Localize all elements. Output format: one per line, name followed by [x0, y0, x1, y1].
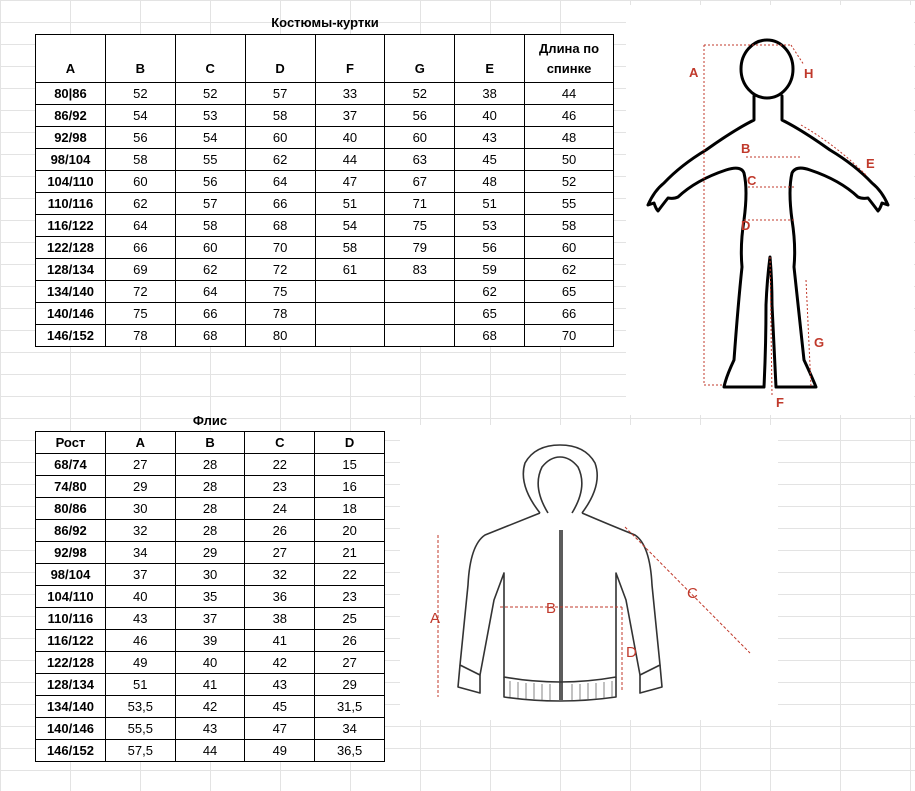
value-cell: 53,5	[105, 696, 175, 718]
value-cell: 27	[315, 652, 385, 674]
column-header: F	[315, 35, 385, 83]
table1-title: Костюмы-куртки	[271, 15, 379, 30]
size-cell: 92/98	[36, 127, 106, 149]
value-cell: 60	[525, 237, 614, 259]
value-cell: 23	[245, 476, 315, 498]
size-cell: 122/128	[36, 237, 106, 259]
value-cell: 60	[105, 171, 175, 193]
value-cell: 24	[245, 498, 315, 520]
table-row	[36, 608, 385, 630]
value-cell: 46	[525, 105, 614, 127]
jacket-label-A: A	[430, 610, 441, 627]
size-cell: 128/134	[36, 674, 106, 696]
table-row	[36, 281, 614, 303]
value-cell: 53	[175, 105, 245, 127]
size-cell: 104/110	[36, 171, 106, 193]
value-cell: 70	[245, 237, 315, 259]
table-row	[36, 454, 385, 476]
value-cell: 64	[105, 215, 175, 237]
value-cell: 62	[245, 149, 315, 171]
value-cell: 43	[245, 674, 315, 696]
size-cell: 140/146	[36, 718, 106, 740]
value-cell: 22	[245, 454, 315, 476]
column-header: A	[36, 35, 106, 83]
value-cell: 42	[175, 696, 245, 718]
value-cell: 64	[175, 281, 245, 303]
size-table-fleece	[35, 431, 385, 762]
value-cell: 22	[315, 564, 385, 586]
value-cell: 40	[105, 586, 175, 608]
value-cell: 75	[105, 303, 175, 325]
value-cell: 66	[245, 193, 315, 215]
table-row	[36, 149, 614, 171]
size-cell: 116/122	[36, 630, 106, 652]
value-cell: 78	[245, 303, 315, 325]
value-cell: 29	[105, 476, 175, 498]
table-row	[36, 83, 614, 105]
size-cell: 128/134	[36, 259, 106, 281]
value-cell: 78	[105, 325, 175, 347]
value-cell: 49	[105, 652, 175, 674]
value-cell: 65	[455, 303, 525, 325]
column-header: B	[175, 432, 245, 454]
value-cell: 34	[105, 542, 175, 564]
value-cell: 54	[315, 215, 385, 237]
value-cell: 52	[105, 83, 175, 105]
value-cell: 20	[315, 520, 385, 542]
size-cell: 110/116	[36, 608, 106, 630]
jacket-label-C: C	[687, 585, 698, 602]
value-cell: 58	[105, 149, 175, 171]
value-cell: 56	[455, 237, 525, 259]
size-cell: 86/92	[36, 105, 106, 127]
value-cell: 50	[525, 149, 614, 171]
value-cell: 62	[105, 193, 175, 215]
value-cell: 54	[175, 127, 245, 149]
value-cell	[385, 303, 455, 325]
value-cell: 15	[315, 454, 385, 476]
value-cell: 37	[315, 105, 385, 127]
value-cell: 56	[385, 105, 455, 127]
value-cell: 65	[525, 281, 614, 303]
value-cell: 58	[315, 237, 385, 259]
table-row	[36, 674, 385, 696]
value-cell: 57,5	[105, 740, 175, 762]
size-cell: 98/104	[36, 149, 106, 171]
value-cell: 28	[175, 520, 245, 542]
value-cell: 32	[245, 564, 315, 586]
table-row	[36, 127, 614, 149]
value-cell: 37	[175, 608, 245, 630]
value-cell: 45	[455, 149, 525, 171]
value-cell: 48	[455, 171, 525, 193]
value-cell: 55,5	[105, 718, 175, 740]
value-cell: 67	[385, 171, 455, 193]
size-cell: 74/80	[36, 476, 106, 498]
value-cell: 57	[245, 83, 315, 105]
table-row	[36, 564, 385, 586]
table-row	[36, 171, 614, 193]
label-D: D	[741, 218, 751, 233]
table-row	[36, 652, 385, 674]
value-cell: 51	[315, 193, 385, 215]
size-cell: 68/74	[36, 454, 106, 476]
value-cell: 58	[525, 215, 614, 237]
body-silhouette-icon	[626, 5, 914, 415]
value-cell: 58	[245, 105, 315, 127]
table-row	[36, 237, 614, 259]
table-row	[36, 259, 614, 281]
value-cell	[315, 325, 385, 347]
value-cell: 43	[175, 718, 245, 740]
value-cell: 27	[105, 454, 175, 476]
value-cell: 55	[175, 149, 245, 171]
size-cell: 104/110	[36, 586, 106, 608]
value-cell: 30	[105, 498, 175, 520]
value-cell: 72	[245, 259, 315, 281]
value-cell: 43	[105, 608, 175, 630]
table-row	[36, 586, 385, 608]
table-row	[36, 193, 614, 215]
value-cell: 37	[105, 564, 175, 586]
size-cell: 80|86	[36, 83, 106, 105]
size-cell: 134/140	[36, 696, 106, 718]
label-B: B	[741, 141, 751, 156]
value-cell: 62	[525, 259, 614, 281]
value-cell: 72	[105, 281, 175, 303]
value-cell: 26	[245, 520, 315, 542]
value-cell	[385, 325, 455, 347]
value-cell: 36	[245, 586, 315, 608]
label-A: A	[689, 65, 699, 80]
value-cell: 57	[175, 193, 245, 215]
value-cell: 64	[245, 171, 315, 193]
value-cell	[315, 303, 385, 325]
value-cell: 38	[245, 608, 315, 630]
size-cell: 134/140	[36, 281, 106, 303]
value-cell: 40	[455, 105, 525, 127]
size-cell: 86/92	[36, 520, 106, 542]
column-header: Рост	[36, 432, 106, 454]
value-cell: 60	[245, 127, 315, 149]
value-cell: 69	[105, 259, 175, 281]
value-cell: 33	[315, 83, 385, 105]
value-cell: 45	[245, 696, 315, 718]
label-H: H	[804, 66, 814, 81]
value-cell: 52	[385, 83, 455, 105]
value-cell: 18	[315, 498, 385, 520]
table-row	[36, 215, 614, 237]
value-cell	[315, 281, 385, 303]
value-cell: 51	[455, 193, 525, 215]
column-header: G	[385, 35, 455, 83]
column-header: Длина по спинке	[525, 35, 614, 83]
jacket-label-D: D	[626, 644, 637, 661]
column-header: E	[455, 35, 525, 83]
value-cell: 43	[455, 127, 525, 149]
value-cell: 39	[175, 630, 245, 652]
value-cell: 28	[175, 476, 245, 498]
value-cell: 51	[105, 674, 175, 696]
value-cell: 60	[385, 127, 455, 149]
value-cell: 31,5	[315, 696, 385, 718]
value-cell: 49	[245, 740, 315, 762]
value-cell: 21	[315, 542, 385, 564]
value-cell: 52	[175, 83, 245, 105]
value-cell: 83	[385, 259, 455, 281]
value-cell: 56	[105, 127, 175, 149]
value-cell: 66	[105, 237, 175, 259]
value-cell: 56	[175, 171, 245, 193]
table-row	[36, 718, 385, 740]
table-row	[36, 498, 385, 520]
value-cell: 70	[525, 325, 614, 347]
value-cell: 30	[175, 564, 245, 586]
value-cell: 32	[105, 520, 175, 542]
value-cell: 71	[385, 193, 455, 215]
size-cell: 98/104	[36, 564, 106, 586]
value-cell: 61	[315, 259, 385, 281]
value-cell: 75	[385, 215, 455, 237]
label-F: F	[776, 395, 784, 410]
size-cell: 146/152	[36, 325, 106, 347]
value-cell: 80	[245, 325, 315, 347]
value-cell: 68	[175, 325, 245, 347]
table-row	[36, 303, 614, 325]
size-cell: 110/116	[36, 193, 106, 215]
label-C: C	[747, 173, 757, 188]
label-G: G	[814, 335, 825, 350]
value-cell: 60	[175, 237, 245, 259]
value-cell: 41	[175, 674, 245, 696]
table-row	[36, 696, 385, 718]
value-cell: 68	[245, 215, 315, 237]
value-cell: 41	[245, 630, 315, 652]
value-cell: 46	[105, 630, 175, 652]
value-cell: 23	[315, 586, 385, 608]
value-cell: 75	[245, 281, 315, 303]
value-cell: 40	[175, 652, 245, 674]
value-cell: 38	[455, 83, 525, 105]
value-cell: 54	[105, 105, 175, 127]
value-cell: 44	[315, 149, 385, 171]
value-cell: 36,5	[315, 740, 385, 762]
jacket-measurement-diagram	[400, 425, 778, 720]
value-cell: 48	[525, 127, 614, 149]
value-cell: 44	[525, 83, 614, 105]
value-cell	[385, 281, 455, 303]
size-cell: 80/86	[36, 498, 106, 520]
size-table-suits	[35, 34, 614, 347]
value-cell: 68	[455, 325, 525, 347]
value-cell: 29	[175, 542, 245, 564]
value-cell: 34	[315, 718, 385, 740]
value-cell: 29	[315, 674, 385, 696]
value-cell: 79	[385, 237, 455, 259]
table-row	[36, 542, 385, 564]
size-cell: 140/146	[36, 303, 106, 325]
value-cell: 27	[245, 542, 315, 564]
value-cell: 40	[315, 127, 385, 149]
value-cell: 25	[315, 608, 385, 630]
value-cell: 44	[175, 740, 245, 762]
label-E: E	[866, 156, 875, 171]
size-cell: 92/98	[36, 542, 106, 564]
value-cell: 42	[245, 652, 315, 674]
table-row	[36, 105, 614, 127]
column-header: C	[245, 432, 315, 454]
size-cell: 122/128	[36, 652, 106, 674]
column-header: D	[315, 432, 385, 454]
value-cell: 16	[315, 476, 385, 498]
value-cell: 62	[455, 281, 525, 303]
value-cell: 26	[315, 630, 385, 652]
value-cell: 53	[455, 215, 525, 237]
table-row	[36, 630, 385, 652]
value-cell: 63	[385, 149, 455, 171]
table2-title: Флис	[192, 413, 228, 428]
size-cell: 116/122	[36, 215, 106, 237]
value-cell: 35	[175, 586, 245, 608]
value-cell: 47	[315, 171, 385, 193]
table-row	[36, 325, 614, 347]
value-cell: 58	[175, 215, 245, 237]
value-cell: 52	[525, 171, 614, 193]
column-header: A	[105, 432, 175, 454]
column-header: B	[105, 35, 175, 83]
column-header: D	[245, 35, 315, 83]
column-header: C	[175, 35, 245, 83]
value-cell: 28	[175, 498, 245, 520]
value-cell: 28	[175, 454, 245, 476]
value-cell: 47	[245, 718, 315, 740]
table-row	[36, 740, 385, 762]
value-cell: 66	[175, 303, 245, 325]
body-measurement-diagram	[626, 5, 914, 415]
size-cell: 146/152	[36, 740, 106, 762]
table-row	[36, 476, 385, 498]
value-cell: 59	[455, 259, 525, 281]
table-row	[36, 520, 385, 542]
value-cell: 55	[525, 193, 614, 215]
hoodie-jacket-icon	[400, 425, 778, 720]
value-cell: 66	[525, 303, 614, 325]
value-cell: 62	[175, 259, 245, 281]
jacket-label-B: B	[546, 600, 557, 617]
